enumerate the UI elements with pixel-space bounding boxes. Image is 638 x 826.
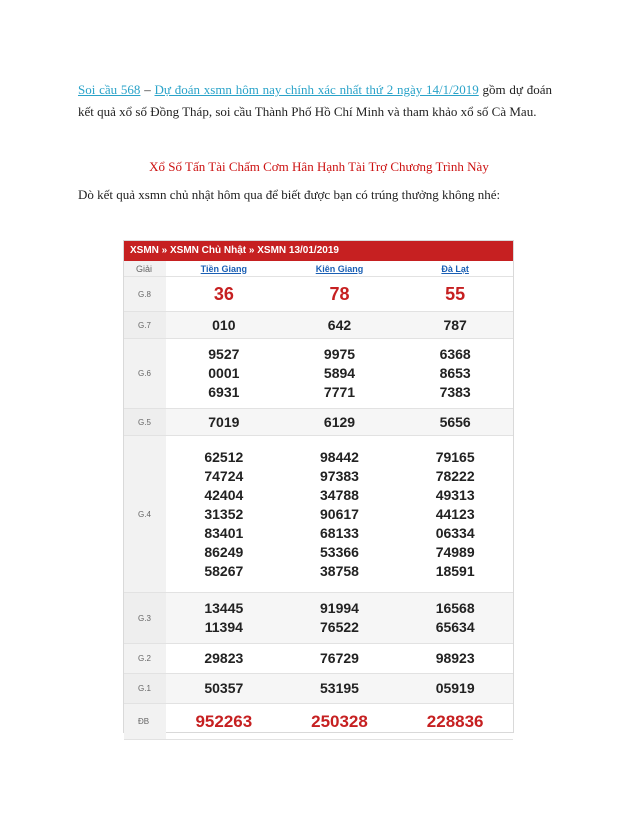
g4-value: 42404 <box>204 486 244 503</box>
row-g4 <box>124 436 513 593</box>
g6-value: 7383 <box>439 384 471 400</box>
row-g2 <box>124 644 513 674</box>
db-value: 952263 <box>166 704 282 740</box>
prompt-line: Dò kết quả xsmn chủ nhật hôm qua để biết được bạn có trúng thưởng không nhé: <box>78 187 501 202</box>
g6-cell <box>282 339 398 409</box>
g3-value: 16568 <box>435 600 475 616</box>
g4-value: 97383 <box>320 467 359 484</box>
prize-label: G.4 <box>124 436 166 593</box>
g6-value: 8653 <box>439 365 471 381</box>
lottery-result-table <box>123 240 514 733</box>
soi-cau-link[interactable]: Soi cầu 568 <box>78 82 141 97</box>
prize-label: ĐB <box>124 704 166 740</box>
g3-value: 91994 <box>320 600 359 616</box>
g3-cell <box>166 593 282 644</box>
g7-value: 642 <box>282 312 398 339</box>
g1-value: 50357 <box>166 674 282 704</box>
g2-value: 29823 <box>166 644 282 674</box>
g5-value: 6129 <box>282 409 398 436</box>
g4-value: 83401 <box>204 524 244 541</box>
g4-value: 44123 <box>435 505 475 522</box>
g7-value: 787 <box>397 312 513 339</box>
g2-value: 76729 <box>282 644 398 674</box>
row-g5 <box>124 409 513 436</box>
g2-value: 98923 <box>397 644 513 674</box>
g8-value: 55 <box>397 277 513 312</box>
intro-dash: – <box>140 82 155 97</box>
province-header-row <box>124 261 513 277</box>
prize-label: G.1 <box>124 674 166 704</box>
g4-value: 58267 <box>204 562 244 579</box>
g7-value: 010 <box>166 312 282 339</box>
sponsor-line: Xổ Số Tấn Tài Chấm Cơm Hân Hạnh Tài Trợ Chương Trình Này <box>149 159 489 174</box>
g5-value: 7019 <box>166 409 282 436</box>
prize-label: G.3 <box>124 593 166 644</box>
prize-label: G.7 <box>124 312 166 339</box>
g6-value: 6368 <box>439 346 471 362</box>
g4-value: 78222 <box>435 467 475 484</box>
g4-value: 34788 <box>320 486 359 503</box>
g8-value: 36 <box>166 277 282 312</box>
g4-cell <box>397 436 513 593</box>
g6-value: 6931 <box>208 384 240 400</box>
g4-value: 86249 <box>204 543 244 560</box>
g6-value: 9527 <box>208 346 240 362</box>
result-breadcrumb <box>124 241 513 261</box>
row-g8 <box>124 277 513 312</box>
db-value: 228836 <box>397 704 513 740</box>
g3-value: 13445 <box>204 600 244 616</box>
g8-value: 78 <box>282 277 398 312</box>
g6-value: 7771 <box>323 384 356 400</box>
g4-value: 62512 <box>204 448 244 465</box>
g6-value: 0001 <box>208 365 240 381</box>
row-g1 <box>124 674 513 704</box>
row-db <box>124 704 513 740</box>
province-kien-giang[interactable]: Kiên Giang <box>282 261 398 277</box>
label-col-header: Giải <box>124 261 166 277</box>
g1-value: 05919 <box>397 674 513 704</box>
g4-cell <box>166 436 282 593</box>
g4-value: 53366 <box>320 543 359 560</box>
prize-label: G.8 <box>124 277 166 312</box>
g1-value: 53195 <box>282 674 398 704</box>
g4-value: 90617 <box>320 505 359 522</box>
g3-cell <box>282 593 398 644</box>
intro-paragraph <box>78 79 552 123</box>
prize-label: G.5 <box>124 409 166 436</box>
prize-label: G.6 <box>124 339 166 409</box>
g4-value: 74989 <box>435 543 475 560</box>
province-tien-giang[interactable]: Tiền Giang <box>166 261 282 277</box>
g6-cell <box>397 339 513 409</box>
g3-value: 11394 <box>204 619 243 635</box>
g4-cell <box>282 436 398 593</box>
g5-value: 5656 <box>397 409 513 436</box>
breadcrumb-text: XSMN » XSMN Chủ Nhật » XSMN 13/01/2019 <box>130 245 339 256</box>
g4-value: 49313 <box>435 486 475 503</box>
g4-value: 38758 <box>320 562 359 579</box>
province-da-lat[interactable]: Đà Lạt <box>397 261 513 277</box>
g4-value: 79165 <box>435 448 475 465</box>
prize-label: G.2 <box>124 644 166 674</box>
row-g6 <box>124 339 513 409</box>
du-doan-link[interactable]: Dự đoán xsmn hôm nay chính xác nhất thứ 2 ngày 14/1/2019 <box>154 82 479 97</box>
g4-value: 98442 <box>320 448 359 465</box>
row-g3 <box>124 593 513 644</box>
result-grid <box>124 261 513 740</box>
g3-value: 76522 <box>320 619 359 635</box>
g6-value: 9975 <box>323 346 356 362</box>
row-g7 <box>124 312 513 339</box>
g3-cell <box>397 593 513 644</box>
g4-value: 31352 <box>204 505 244 522</box>
g4-value: 06334 <box>435 524 475 541</box>
g4-value: 74724 <box>204 467 244 484</box>
db-value: 250328 <box>282 704 398 740</box>
intro-text: gồm dự đoán kết quả xổ số Đồng Tháp, soi cầu Thành Phố Hồ Chí Minh và tham khảo xổ số Cà Mau. <box>78 82 553 119</box>
g6-value: 5894 <box>323 365 356 381</box>
g6-cell <box>166 339 282 409</box>
g4-value: 18591 <box>435 562 475 579</box>
g3-value: 65634 <box>435 619 475 635</box>
g4-value: 68133 <box>320 524 359 541</box>
